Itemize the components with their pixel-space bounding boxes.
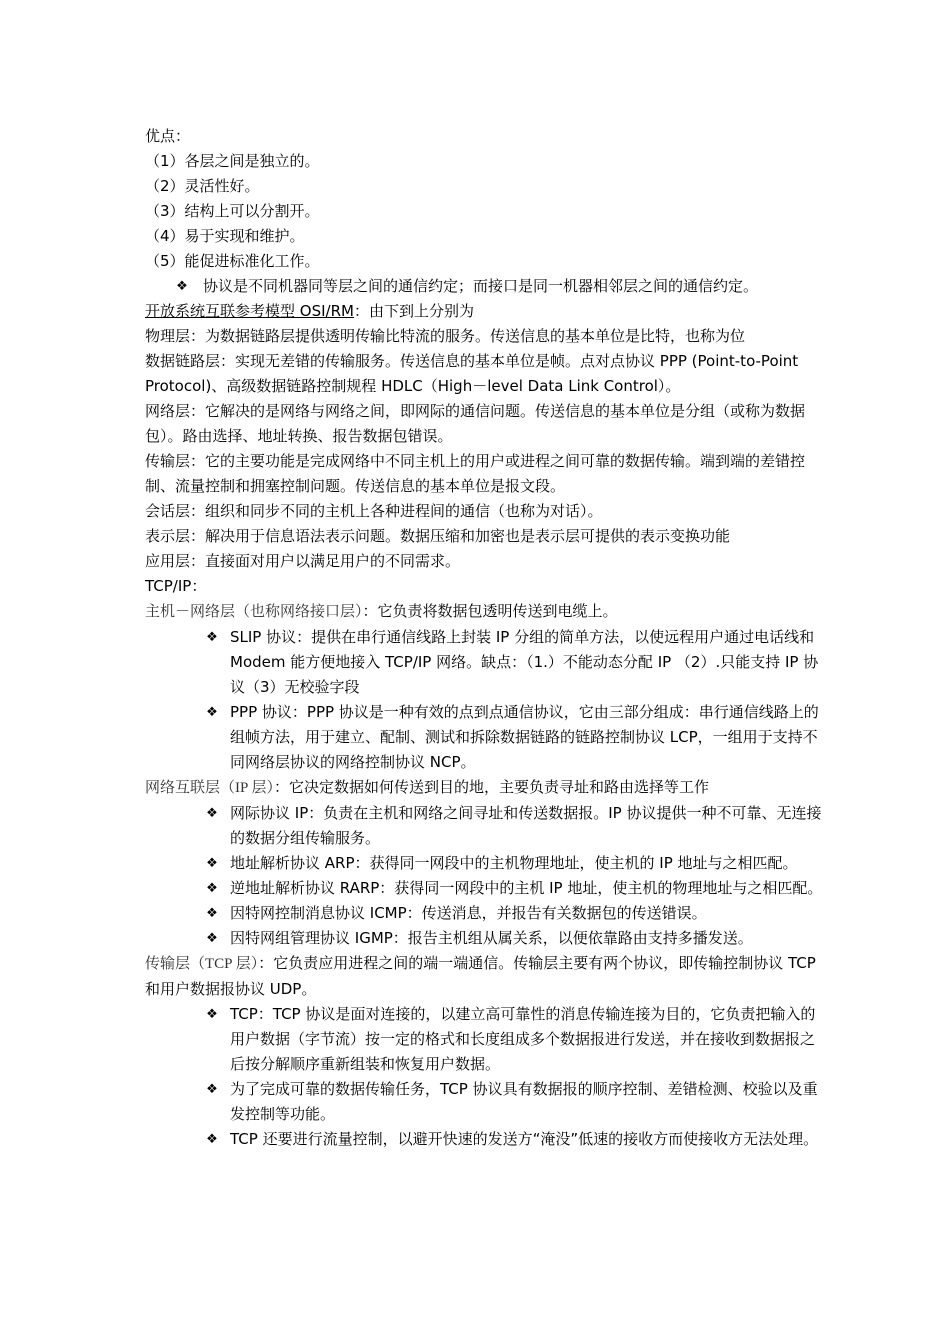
- host-network-label: 主机－网络层（也称网络接口层）: [145, 604, 363, 620]
- list-item: [145, 1127, 825, 1152]
- bullet-text: 因特网组管理协议 IGMP：报告主机组从属关系，以便依靠路由支持多播发送。: [230, 929, 753, 947]
- internet-label: 网络互联层（IP 层）: [145, 780, 275, 796]
- bullet-diamond-icon: ❖: [176, 279, 188, 294]
- list-item: [145, 625, 825, 700]
- osi-layer-physical: 物理层：为数据链路层提供透明传输比特流的服务。传送信息的基本单位是比特，也称为位: [145, 327, 746, 345]
- list-item: [145, 1077, 825, 1127]
- transport-desc: ：它负责应用进程之间的端一端通信。传输层主要有两个协议，即传输控制协议 TCP 和用户数据报协议 UDP。: [145, 954, 816, 998]
- advantage-item: （1）各层之间是独立的。: [145, 152, 320, 170]
- bullet-text: TCP 还要进行流量控制，以避开快速的发送方“淹没”低速的接收方而使接收方无法处理。: [230, 1130, 819, 1148]
- advantages-heading: 优点：: [145, 127, 191, 145]
- osi-title-suffix: ：由下到上分别为: [353, 302, 474, 320]
- bullet-diamond-icon: ❖: [206, 1007, 218, 1022]
- bullet-text: SLIP 协议：提供在串行通信线路上封装 IP 分组的简单方法，以使远程用户通过电话线和 Modem 能方便地接入 TCP/IP 网络。缺点：（1.）不能动态分配 IP （2）.只能支持 IP 协议（3）无校验字段: [230, 628, 819, 696]
- bullet-text: 为了完成可靠的数据传输任务，TCP 协议具有数据报的顺序控制、差错检测、校验以及重发控制等功能。: [230, 1080, 818, 1123]
- bullet-diamond-icon: ❖: [206, 931, 218, 946]
- osi-layer-datalink: 数据链路层：实现无差错的传输服务。传送信息的基本单位是帧。点对点协议 PPP (Point-to-Point Protocol)、高级数据链路控制规程 HDLC（High－level Data Link Control）。: [145, 352, 799, 395]
- list-item: [145, 876, 825, 901]
- list-item: [145, 700, 825, 775]
- osi-title-line: [145, 299, 825, 324]
- bullet-diamond-icon: ❖: [206, 1132, 218, 1147]
- bullet-diamond-icon: ❖: [206, 705, 218, 720]
- bullet-text: 网际协议 IP：负责在主机和网络之间寻址和传送数据报。IP 协议提供一种不可靠、无连接的数据分组传输服务。: [230, 804, 822, 847]
- list-item: [145, 801, 825, 851]
- osi-layer-session: 会话层：组织和同步不同的主机上各种进程间的通信（也称为对话）。: [145, 502, 603, 520]
- bullet-diamond-icon: ❖: [206, 806, 218, 821]
- bullet-text: 因特网控制消息协议 ICMP：传送消息，并报告有关数据包的传送错误。: [230, 904, 707, 922]
- advantage-item: （5）能促进标准化工作。: [145, 252, 320, 270]
- internet-layer: [145, 775, 825, 801]
- osi-title: 开放系统互联参考模型 OSI/RM: [145, 302, 354, 320]
- protocol-note-text: 协议是不同机器同等层之间的通信约定；而接口是同一机器相邻层之间的通信约定。: [203, 277, 759, 295]
- transport-label: 传输层（TCP 层）: [145, 956, 259, 972]
- advantage-item: （2）灵活性好。: [145, 177, 260, 195]
- bullet-text: TCP：TCP 协议是面对连接的，以建立高可靠性的消息传输连接为目的，它负责把输入的用户数据（字节流）按一定的格式和长度组成多个数据报进行发送，并在接收到数据报之后按分解顺序重新组装和恢复用户数据。: [230, 1005, 816, 1073]
- osi-layer-application: 应用层：直接面对用户以满足用户的不同需求。: [145, 552, 461, 570]
- document-page: [145, 124, 825, 1152]
- advantage-item: （3）结构上可以分割开。: [145, 202, 320, 220]
- host-network-desc: ：它负责将数据包透明传送到电缆上。: [362, 602, 618, 620]
- bullet-text: 地址解析协议 ARP：获得同一网段中的主机物理地址，使主机的 IP 地址与之相匹配。: [230, 854, 798, 872]
- bullet-diamond-icon: ❖: [206, 881, 218, 896]
- tcpip-heading: TCP/IP：: [145, 577, 207, 595]
- list-item: [145, 901, 825, 926]
- bullet-text: 逆地址解析协议 RARP：获得同一网段中的主机 IP 地址，使主机的物理地址与之相匹配。: [230, 879, 823, 897]
- bullet-diamond-icon: ❖: [206, 630, 218, 645]
- osi-layer-network: 网络层：它解决的是网络与网络之间，即网际的通信问题。传送信息的基本单位是分组（或称为数据包）。路由选择、地址转换、报告数据包错误。: [145, 402, 806, 445]
- internet-desc: ：它决定数据如何传送到目的地，主要负责寻址和路由选择等工作: [274, 778, 710, 796]
- list-item: [145, 926, 825, 951]
- bullet-diamond-icon: ❖: [206, 906, 218, 921]
- bullet-diamond-icon: ❖: [206, 1082, 218, 1097]
- transport-layer: [145, 951, 825, 1002]
- advantage-item: （4）易于实现和维护。: [145, 227, 305, 245]
- bullet-diamond-icon: ❖: [206, 856, 218, 871]
- protocol-note: [145, 274, 825, 299]
- bullet-text: PPP 协议：PPP 协议是一种有效的点到点通信协议，它由三部分组成：串行通信线路上的组帧方法，用于建立、配制、测试和拆除数据链路的链路控制协议 LCP，一组用于支持不同网络层协议的网络控制协议 NCP。: [230, 703, 819, 771]
- host-network-layer: [145, 599, 825, 625]
- osi-layer-transport: 传输层：它的主要功能是完成网络中不同主机上的用户或进程之间可靠的数据传输。端到端的差错控制、流量控制和拥塞控制问题。传送信息的基本单位是报文段。: [145, 452, 806, 495]
- list-item: [145, 851, 825, 876]
- list-item: [145, 1002, 825, 1077]
- osi-layer-presentation: 表示层：解决用于信息语法表示问题。数据压缩和加密也是表示层可提供的表示变换功能: [145, 527, 731, 545]
